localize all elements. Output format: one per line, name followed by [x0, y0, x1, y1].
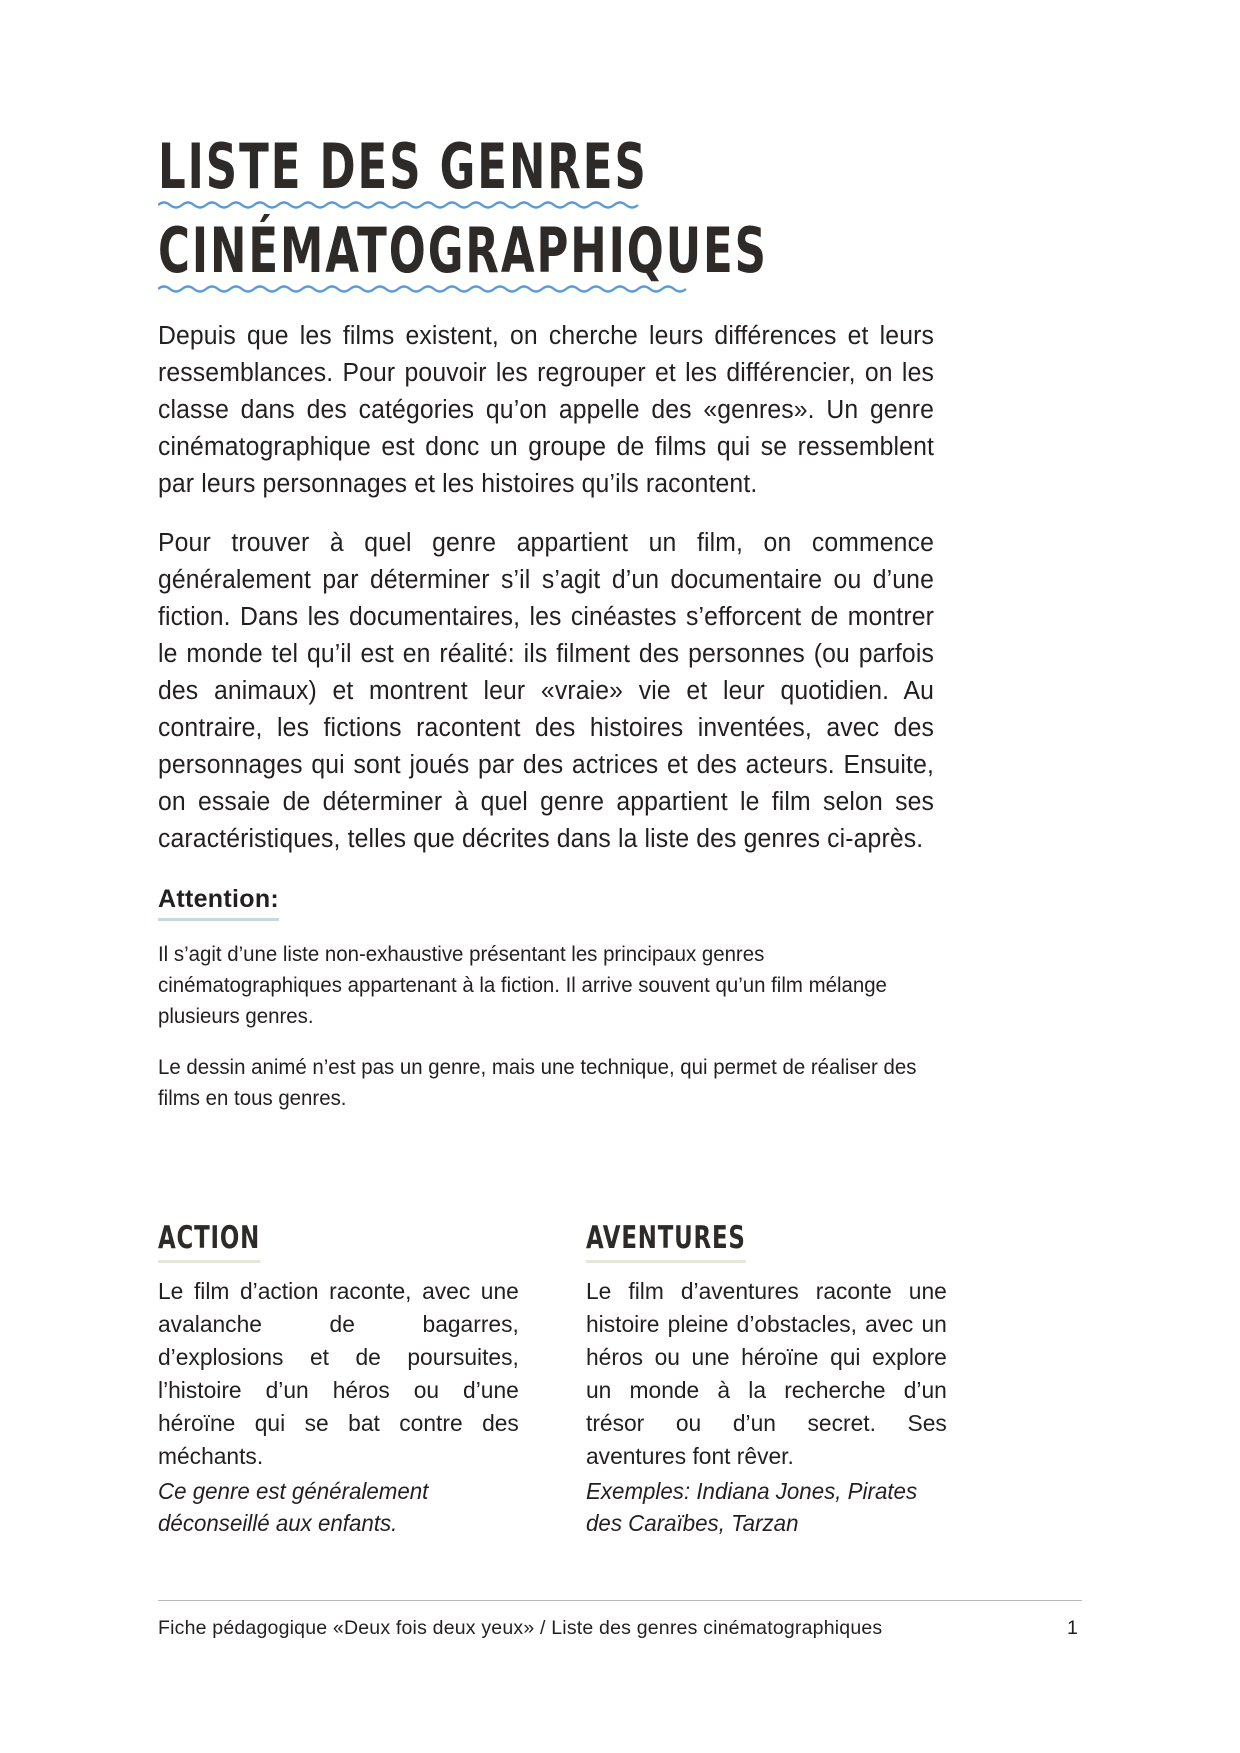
footer-page-number: 1	[1066, 1617, 1078, 1639]
note-1: Il s’agit d’une liste non-exhaustive présentant les principaux genres cinématographiques appartenant à la fiction. Il arrive souvent qu’un film mélange plusieurs genres.	[158, 942, 887, 1028]
document-page	[158, 0, 958, 1753]
intro-paragraph-1: Depuis que les films existent, on cherche leurs différences et leurs ressemblances. Pour pouvoir les regrouper et les différencier, on les classe dans des catégories qu’on appelle des «genres». Un genre cinématographique est donc un groupe de films qui se ressemblent par leurs personnages et les histoires qu’ils racontent.	[158, 322, 934, 498]
genre-entry-aventures	[586, 1220, 958, 1539]
genre-description-action: Le film d’action raconte, avec une avalanche de bagarres, d’explosions et de poursuites, l’histoire d’un héros ou d’une héroïne qui se bat contre des méchants.	[158, 1278, 519, 1469]
intro-paragraph-2: Pour trouver à quel genre appartient un film, on commence généralement par déterminer s’il s’agit d’un documentaire ou d’une fiction. Dans les documentaires, les cinéastes s’efforcent de montrer le monde tel qu’il est en réalité: ils filment des personnes (ou parfois des animaux) et montrent leur «vraie» vie et leur quotidien. Au contraire, les fictions racontent des histoires inventées, avec des personnages qui sont joués par des actrices et des acteurs. Ensuite, on essaie de déterminer à quel genre appartient le film selon ses caractéristiques, telles que décrites dans la liste des genres ci-après.	[158, 529, 934, 853]
attention-heading: Attention:	[158, 884, 279, 921]
genre-note-action: Ce genre est généralement déconseillé aux enfants.	[158, 1478, 429, 1536]
page-title	[158, 0, 958, 294]
genre-entry-action	[158, 1220, 530, 1539]
genre-title-aventures: AVENTURES	[586, 1220, 746, 1263]
title-line-2: CINÉMATOGRAPHIQUES	[158, 214, 768, 287]
title-line-1: LISTE DES GENRES	[158, 130, 648, 203]
genre-description-aventures: Le film d’aventures raconte une histoire pleine d’obstacles, avec un héros ou une héroïne qui explore un monde à la recherche d’un trésor ou d’un secret. Ses aventures font rêver.	[586, 1278, 947, 1469]
genre-note-aventures: Exemples: Indiana Jones, Pirates des Caraïbes, Tarzan	[586, 1478, 918, 1536]
attention-heading-wrap	[158, 884, 958, 921]
genre-columns	[158, 1220, 958, 1539]
footer-text: Fiche pédagogique «Deux fois deux yeux» / Liste des genres cinématographiques	[158, 1617, 883, 1639]
note-2: Le dessin animé n’est pas un genre, mais une technique, qui permet de réaliser des films en tous genres.	[158, 1055, 917, 1110]
page-footer	[158, 1600, 1082, 1640]
genre-title-action: ACTION	[158, 1220, 260, 1263]
